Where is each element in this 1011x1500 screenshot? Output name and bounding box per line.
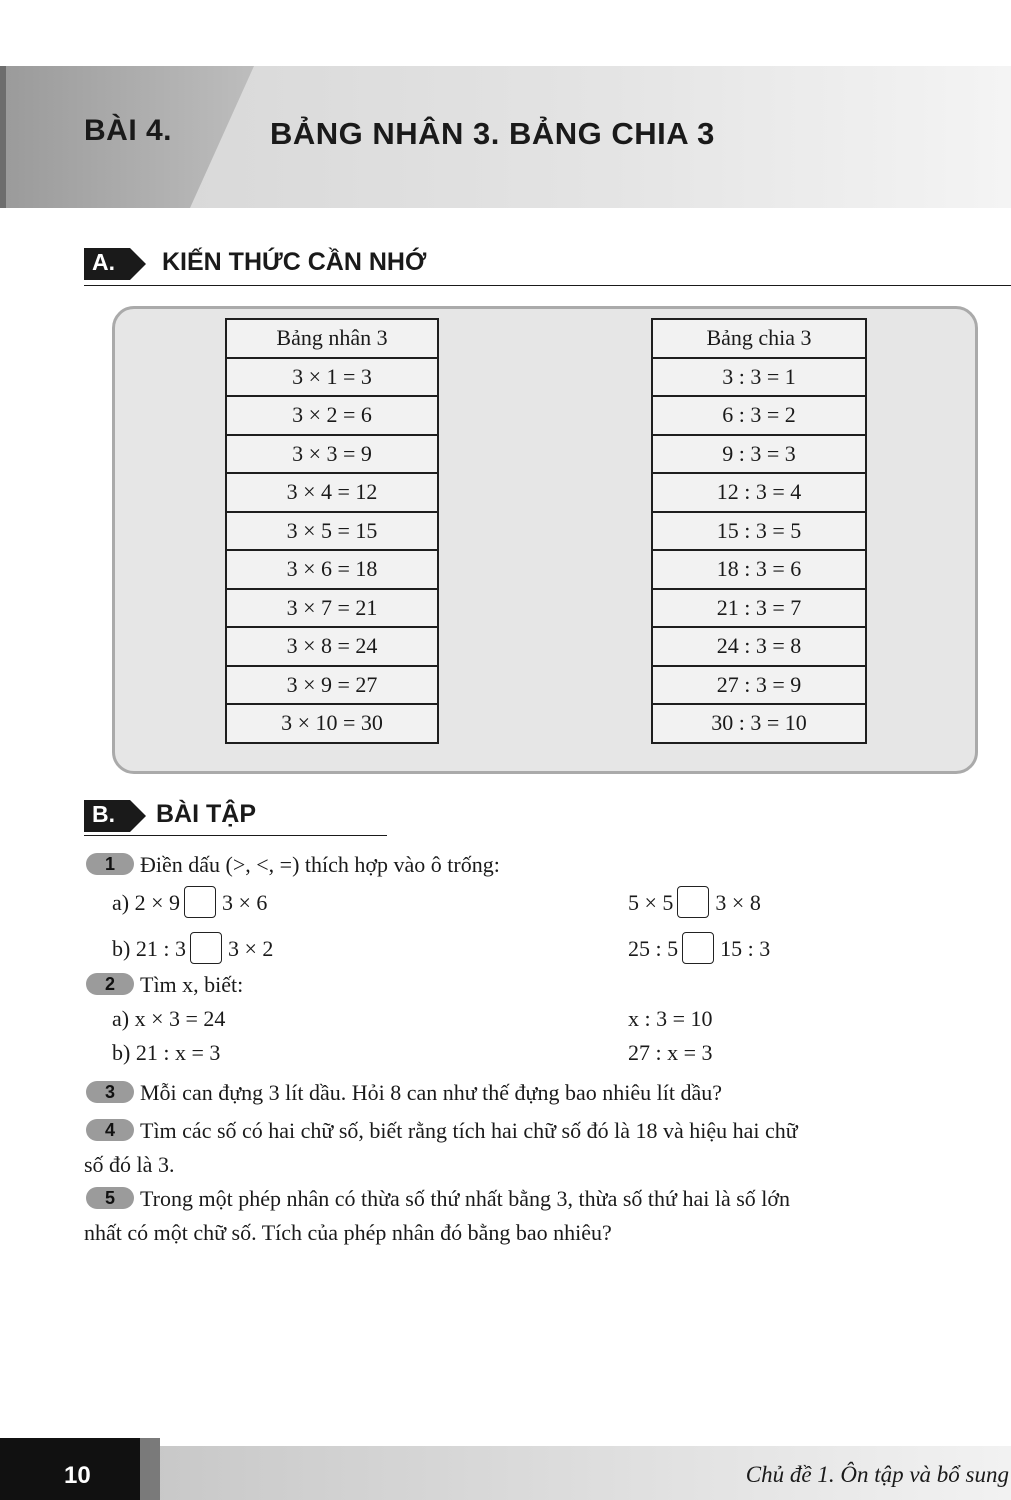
division-header-row (652, 319, 866, 358)
exercise-1a2-expr-right: 3 × 8 (715, 890, 761, 915)
division-fact: 12 : 3 = 4 (652, 473, 866, 512)
exercise-4-text-line1: Tìm các số có hai chữ số, biết rằng tích hai chữ số đó là 18 và hiệu hai chữ (140, 1118, 798, 1143)
multiplication-fact: 3 × 4 = 12 (226, 473, 438, 512)
multiplication-fact: 3 × 2 = 6 (226, 396, 438, 435)
page-footer (0, 1432, 1011, 1500)
table-row (226, 627, 438, 666)
exercise-3-badge: 3 (86, 1081, 134, 1103)
exercise-5-badge: 5 (86, 1187, 134, 1209)
section-a-title: KIẾN THỨC CẦN NHỚ (162, 248, 427, 276)
multiplication-fact: 3 × 9 = 27 (226, 666, 438, 705)
table-row (652, 512, 866, 551)
exercise-1b2-expr-left: 25 : 5 (628, 936, 679, 961)
multiplication-fact: 3 × 3 = 9 (226, 435, 438, 474)
table-row (226, 435, 438, 474)
exercise-1a2-expr-left: 5 × 5 (628, 890, 674, 915)
multiplication-fact: 3 × 10 = 30 (226, 704, 438, 743)
exercise-1b-right (628, 932, 770, 964)
multiplication-fact: 3 × 6 = 18 (226, 550, 438, 589)
exercise-1a-expr-left: 2 × 9 (134, 890, 181, 915)
division-table (651, 318, 867, 744)
table-row (652, 589, 866, 628)
multiplication-heading: Bảng nhân 3 (226, 319, 438, 358)
table-row (226, 396, 438, 435)
exercise-2-badge: 2 (86, 973, 134, 995)
lesson-title: BẢNG NHÂN 3. BẢNG CHIA 3 (270, 116, 715, 151)
exercise-5-text-line1: Trong một phép nhân có thừa số thứ nhất bằng 3, thừa số thứ hai là số lớn (140, 1186, 791, 1211)
table-row (226, 589, 438, 628)
exercise-1b-label: b) (112, 936, 131, 961)
footer-chapter-title: Chủ đề 1. Ôn tập và bổ sung (745, 1462, 1009, 1487)
answer-box[interactable] (190, 932, 222, 964)
answer-box[interactable] (184, 886, 216, 918)
exercise-2b-right: 27 : x = 3 (628, 1040, 713, 1065)
division-fact: 24 : 3 = 8 (652, 627, 866, 666)
answer-box[interactable] (682, 932, 714, 964)
section-b-letter: B. (92, 801, 115, 827)
exercise-1a-label: a) (112, 890, 130, 915)
exercise-3-text: Mỗi can đựng 3 lít dầu. Hỏi 8 can như thế đựng bao nhiêu lít dầu? (140, 1080, 722, 1105)
exercise-4 (86, 1118, 798, 1144)
exercise-5-text-line2: nhất có một chữ số. Tích của phép nhân đó bằng bao nhiêu? (84, 1220, 612, 1245)
exercise-1b2-expr-right: 15 : 3 (720, 936, 771, 961)
division-fact: 18 : 3 = 6 (652, 550, 866, 589)
lesson-number: BÀI 4. (84, 114, 173, 147)
division-fact: 9 : 3 = 3 (652, 435, 866, 474)
multiplication-fact: 3 × 5 = 15 (226, 512, 438, 551)
knowledge-panel (112, 306, 978, 774)
table-row (226, 666, 438, 705)
multiplication-fact: 3 × 7 = 21 (226, 589, 438, 628)
exercise-3 (86, 1080, 722, 1106)
table-row (652, 396, 866, 435)
multiplication-header-row (226, 319, 438, 358)
exercise-1a-left (112, 886, 267, 918)
division-heading: Bảng chia 3 (652, 319, 866, 358)
exercise-2-text: Tìm x, biết: (140, 972, 244, 997)
multiplication-table (225, 318, 439, 744)
table-row (226, 550, 438, 589)
division-fact: 15 : 3 = 5 (652, 512, 866, 551)
division-fact: 21 : 3 = 7 (652, 589, 866, 628)
section-a-heading (84, 248, 1011, 282)
exercise-1b-expr-left: 21 : 3 (135, 936, 186, 961)
table-row (226, 358, 438, 397)
table-row (652, 704, 866, 743)
page-number: 10 (64, 1462, 91, 1489)
exercise-1-badge: 1 (86, 853, 134, 875)
table-row (652, 358, 866, 397)
table-row (226, 704, 438, 743)
exercise-5 (86, 1186, 790, 1212)
table-row (226, 473, 438, 512)
exercise-1-prompt (86, 852, 500, 878)
section-b-title: BÀI TẬP (156, 800, 256, 828)
table-row (652, 666, 866, 705)
division-fact: 30 : 3 = 10 (652, 704, 866, 743)
section-b-underline (84, 835, 387, 837)
exercise-2a-left: a) x × 3 = 24 (112, 1006, 226, 1031)
exercise-1b-left (112, 932, 273, 964)
multiplication-fact: 3 × 8 = 24 (226, 627, 438, 666)
exercise-1a-right (628, 886, 761, 918)
exercise-4-text-line2: số đó là 3. (84, 1152, 175, 1177)
table-row (652, 473, 866, 512)
section-b-heading (84, 800, 387, 834)
exercise-1-text: Điền dấu (>, <, =) thích hợp vào ô trống: (140, 852, 500, 877)
section-a-underline (84, 285, 1011, 287)
table-row (652, 627, 866, 666)
exercise-1b-expr-right: 3 × 2 (227, 936, 274, 961)
exercise-1a-expr-right: 3 × 6 (222, 890, 268, 915)
answer-box[interactable] (677, 886, 709, 918)
multiplication-fact: 3 × 1 = 3 (226, 358, 438, 397)
division-fact: 3 : 3 = 1 (652, 358, 866, 397)
division-fact: 6 : 3 = 2 (652, 396, 866, 435)
page-edge-shadow (0, 66, 6, 208)
exercise-2a-right: x : 3 = 10 (628, 1006, 713, 1031)
table-row (226, 512, 438, 551)
table-row (652, 435, 866, 474)
exercise-2-prompt (86, 972, 243, 998)
division-fact: 27 : 3 = 9 (652, 666, 866, 705)
exercise-4-badge: 4 (86, 1119, 134, 1141)
exercise-2b-left: b) 21 : x = 3 (112, 1040, 221, 1065)
section-a-letter: A. (92, 249, 115, 275)
table-row (652, 550, 866, 589)
